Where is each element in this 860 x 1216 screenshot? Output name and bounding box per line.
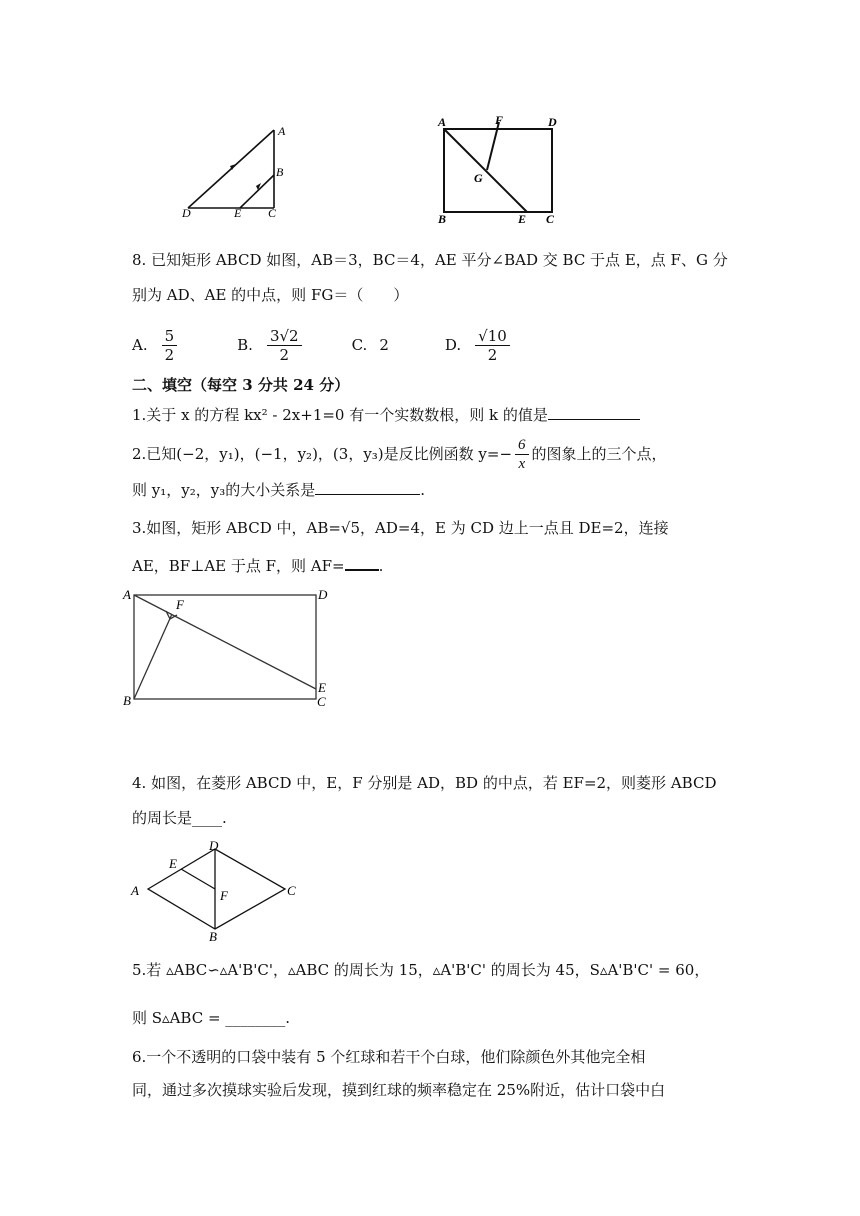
figure-rectangle-q3 bbox=[120, 585, 335, 710]
label-C: C bbox=[546, 212, 555, 226]
f4-line2: 的周长是____. bbox=[132, 809, 227, 827]
label-F: F bbox=[220, 888, 228, 903]
label-G: G bbox=[474, 171, 483, 185]
f2-frac-den: x bbox=[518, 455, 526, 472]
option-d-den: 2 bbox=[487, 345, 498, 364]
f6-line2: 同，通过多次摸球实验后发现，摸到红球的频率稳定在 25%附近，估计口袋中白 bbox=[132, 1081, 666, 1099]
f2-line2 bbox=[132, 478, 425, 500]
figure-rectangle-q8 bbox=[432, 112, 567, 227]
figure-triangle bbox=[170, 120, 300, 220]
label-D: D bbox=[209, 838, 219, 853]
label-E: E bbox=[169, 856, 177, 871]
f5-line1: 5.若 ▵ABC∽▵A'B'C'，▵ABC 的周长为 15，▵A'B'C' 的周长为 45，S▵A'B'C' = 60， bbox=[132, 961, 710, 979]
answer-blank bbox=[345, 553, 379, 571]
label-D: D bbox=[318, 587, 328, 602]
f5-line2: 则 S▵ABC = ________. bbox=[132, 1009, 291, 1027]
label-B: B bbox=[123, 693, 131, 708]
answer-blank bbox=[315, 478, 420, 495]
label-A: A bbox=[278, 124, 286, 138]
label-C: C bbox=[268, 206, 277, 220]
label-F: F bbox=[176, 597, 184, 612]
option-d-label: D. bbox=[444, 336, 462, 354]
label-B: B bbox=[438, 212, 447, 226]
option-a-den: 2 bbox=[164, 345, 175, 364]
f1-text: 1.关于 x 的方程 kx² - 2x+1=0 有一个实数数根，则 k 的值是 bbox=[132, 406, 548, 424]
f2-line2-text: 则 y₁，y₂，y₃的大小关系是 bbox=[132, 481, 316, 499]
label-C: C bbox=[317, 694, 326, 709]
q8-line1: 8. 已知矩形 ABCD 如图，AB＝3，BC＝4，AE 平分∠BAD 交 BC 于点 E，点 F、G 分 bbox=[132, 251, 728, 269]
f3-line2 bbox=[132, 553, 383, 576]
figure-rhombus bbox=[125, 837, 310, 945]
option-a-num: 5 bbox=[162, 327, 178, 346]
label-E: E bbox=[518, 212, 527, 226]
option-d-num: √10 bbox=[475, 327, 510, 346]
answer-blank bbox=[548, 403, 640, 420]
f2-text-b: 的图象上的三个点， bbox=[531, 445, 667, 463]
option-c-value: 2 bbox=[379, 336, 389, 354]
label-B: B bbox=[276, 165, 284, 179]
f3-line2-end: . bbox=[378, 557, 384, 575]
option-d-fraction bbox=[475, 327, 510, 364]
option-a-label: A. bbox=[132, 336, 148, 354]
label-D: D bbox=[182, 206, 191, 220]
option-b-label: B. bbox=[237, 336, 253, 354]
f2-line1 bbox=[132, 432, 667, 476]
label-A: A bbox=[123, 587, 131, 602]
option-b-den: 2 bbox=[279, 345, 290, 364]
label-E: E bbox=[234, 206, 242, 220]
option-b-num: 3√2 bbox=[267, 327, 302, 346]
label-E: E bbox=[318, 680, 326, 695]
f2-text-a: 2.已知(−2，y₁)，(−1，y₂)，(3，y₃)是反比例函数 y=− bbox=[132, 445, 513, 463]
option-c-label: C. bbox=[351, 336, 368, 354]
label-F: F bbox=[495, 113, 504, 127]
option-b-fraction bbox=[267, 327, 302, 364]
section-title: 二、填空（每空 3 分共 24 分） bbox=[132, 376, 350, 394]
f2-frac-num: 6 bbox=[515, 436, 529, 455]
label-A: A bbox=[438, 115, 447, 129]
label-D: D bbox=[548, 115, 557, 129]
f4-line1: 4. 如图，在菱形 ABCD 中，E，F 分别是 AD，BD 的中点，若 EF=2，则菱形 ABCD bbox=[132, 774, 717, 792]
f3-line1: 3.如图，矩形 ABCD 中，AB=√5，AD=4，E 为 CD 边上一点且 DE=2，连接 bbox=[132, 519, 669, 537]
label-C: C bbox=[287, 883, 296, 898]
f2-line2-end: . bbox=[420, 481, 426, 499]
q8-line2: 别为 AD、AE 的中点，则 FG＝（ ） bbox=[132, 286, 409, 304]
label-A: A bbox=[131, 883, 139, 898]
q8-options bbox=[132, 322, 514, 368]
option-a-fraction bbox=[162, 327, 178, 364]
f6-line1: 6.一个不透明的口袋中装有 5 个红球和若干个白球，他们除颜色外其他完全相 bbox=[132, 1048, 646, 1066]
f1-line bbox=[132, 403, 640, 425]
label-B: B bbox=[209, 929, 217, 944]
f3-line2-text: AE，BF⊥AE 于点 F，则 AF= bbox=[132, 557, 345, 575]
f2-fraction bbox=[515, 436, 529, 473]
